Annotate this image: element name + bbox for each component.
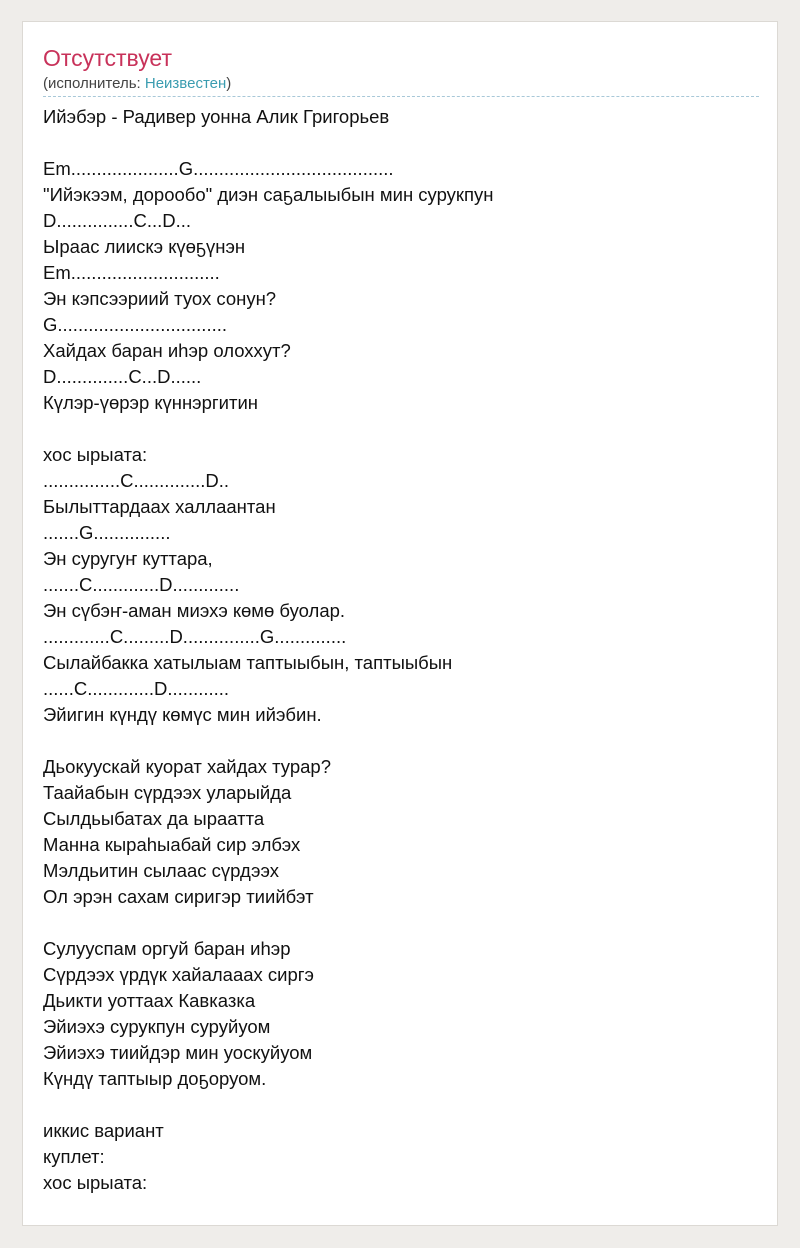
song-line: Эйиэхэ тиийдэр мин уоскуйуом xyxy=(43,1042,313,1063)
song-line: Былыттардаах халлаантан xyxy=(43,496,276,517)
song-line: хос ырыата: xyxy=(43,444,148,465)
song-line: D..............C...D...... xyxy=(43,366,202,387)
song-line: "Ийэкээм, дорообо" диэн саҕалыыбын мин сурукпун xyxy=(43,184,494,205)
blank-line xyxy=(43,1092,759,1118)
song-text xyxy=(43,104,759,1196)
song-line: Em.....................G....................................... xyxy=(43,158,394,179)
artist-prefix: (исполнитель: xyxy=(43,75,145,92)
song-line: Таайабын сүрдээх уларыйда xyxy=(43,782,292,803)
song-line: Сулууспам оргуй баран иһэр xyxy=(43,938,291,959)
song-line: Em............................. xyxy=(43,262,220,283)
page-title: Отсутствует xyxy=(43,45,172,71)
artist-link[interactable]: Неизвестен xyxy=(144,75,227,92)
song-line: Сылдьыбатах да ыраатта xyxy=(43,808,265,829)
song-line: Ийэбэр - Радивер уонна Алик Григорьев xyxy=(43,106,390,127)
song-line: Эйиэхэ сурукпун суруйуом xyxy=(43,1016,271,1037)
song-line: .......G............... xyxy=(43,522,171,543)
song-line: иккис вариант xyxy=(43,1120,164,1141)
song-line: Эйигин күндү көмүс мин ийэбин. xyxy=(43,704,322,725)
blank-line xyxy=(43,910,759,936)
song-line: Ол эрэн сахам сиригэр тиийбэт xyxy=(43,886,314,907)
blank-line xyxy=(43,728,759,754)
song-header xyxy=(43,44,759,97)
song-line: G................................. xyxy=(43,314,228,335)
artist-suffix: ) xyxy=(226,75,232,92)
song-line: Эн кэпсээриий туох сонун? xyxy=(43,288,277,309)
song-line: Дьокуускай куорат хайдах турар? xyxy=(43,756,331,777)
artist-line xyxy=(43,74,231,94)
song-line: ...............C..............D.. xyxy=(43,470,230,491)
song-line: Мэлдьитин сылаас сүрдээх xyxy=(43,860,279,881)
song-line: Күндү таптыыр доҕоруом. xyxy=(43,1068,267,1089)
song-line: Сылайбакка хатылыам таптыыбын, таптыыбын xyxy=(43,652,453,673)
song-line: Дьикти уоттаах Кавказка xyxy=(43,990,256,1011)
song-card xyxy=(22,21,778,1226)
song-line: Сүрдээх үрдүк хайалааах сиргэ xyxy=(43,964,314,985)
blank-line xyxy=(43,416,759,442)
song-line: .............C.........D...............G.............. xyxy=(43,626,347,647)
song-line: Манна кыраһыабай сир элбэх xyxy=(43,834,301,855)
song-line: .......C.............D............. xyxy=(43,574,240,595)
song-line: ......C.............D............ xyxy=(43,678,230,699)
song-line: хос ырыата: xyxy=(43,1172,148,1193)
song-line: Ыраас лиискэ күөҕүнэн xyxy=(43,236,246,257)
blank-line xyxy=(43,130,759,156)
song-line: Күлэр-үөрэр күннэргитин xyxy=(43,392,259,413)
song-line: куплет: xyxy=(43,1146,105,1167)
song-line: Хайдах баран иһэр олоххут? xyxy=(43,340,291,361)
song-line: Эн суругуҥ куттара, xyxy=(43,548,213,569)
song-line: D...............C...D... xyxy=(43,210,192,231)
song-line: Эн сүбэҥ-аман миэхэ көмө буолар. xyxy=(43,600,346,621)
